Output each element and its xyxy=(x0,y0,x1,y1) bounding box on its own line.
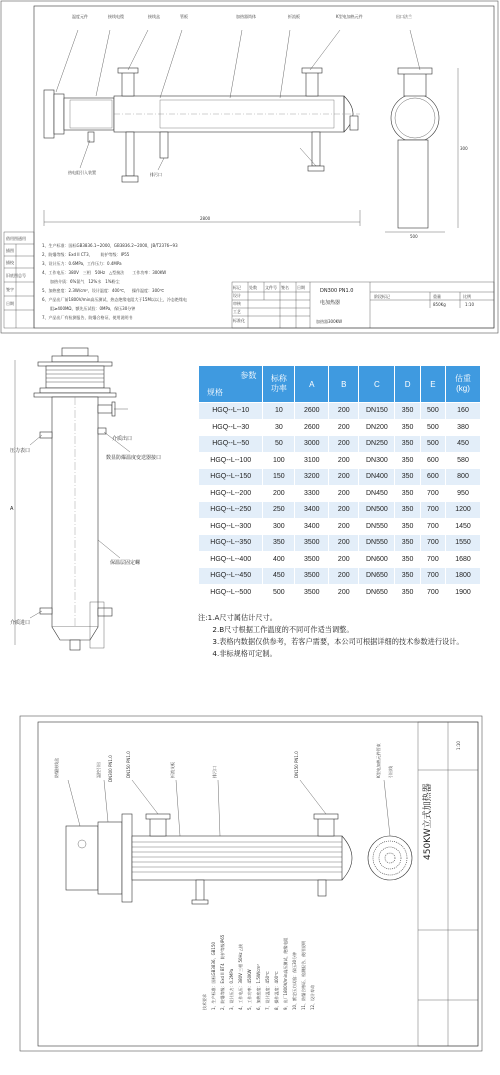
callout-label: 防爆接线盒 xyxy=(54,758,59,778)
table-cell: 350 xyxy=(395,518,420,535)
sheet3-title: 450KW立式加热器 xyxy=(423,783,433,860)
tech-note: 阻≥400MΩ，额先压试验：0MPa，保压30分钟 xyxy=(42,306,136,311)
callout-label: 排污口 xyxy=(150,172,162,177)
tech-note: 3、设计压力：0.6MPa，工作压力：0.4MPa xyxy=(42,261,122,266)
table-cell: 200 xyxy=(329,419,359,436)
tech-note: 5、工作功率：450KW xyxy=(247,969,252,1010)
table-cell: 1200 xyxy=(446,502,481,519)
label-outlet: 介质出口 xyxy=(112,436,133,442)
table-cell: 600 xyxy=(420,469,445,486)
table-cell: 10 xyxy=(263,403,295,420)
tech-note: 1、生产标准：国标GB3836、GB150 xyxy=(211,941,216,1010)
table-header-param: 参数 xyxy=(240,371,257,380)
title-row: 设计 xyxy=(233,293,241,298)
sheet2-vertical-heater xyxy=(0,340,196,680)
callout-label: K型电加热元件 xyxy=(336,14,363,19)
table-cell: 200 xyxy=(329,469,359,486)
dim-width: 500 xyxy=(410,234,418,239)
table-cell: 700 xyxy=(420,518,445,535)
title-scale: 1:10 xyxy=(465,302,474,307)
table-cell: 200 xyxy=(329,535,359,552)
table-cell: 500 xyxy=(263,584,295,601)
table-cell: DN650 xyxy=(359,568,395,585)
title-row: 工艺 xyxy=(233,309,241,314)
table-cell: 700 xyxy=(420,535,445,552)
table-cell: 30 xyxy=(263,419,295,436)
table-cell: 2600 xyxy=(295,419,329,436)
left-tab-text: 借用图通用 xyxy=(6,236,26,241)
dim-height: 300 xyxy=(460,146,468,151)
tech-note: 加热介质：6%氮气 12%水 1%粉尘 xyxy=(42,279,120,284)
table-cell: 950 xyxy=(446,485,481,502)
sheet3-end-view xyxy=(368,836,412,880)
table-cell-model: HGQ--L--10 xyxy=(199,403,263,420)
title-right-header: 比例 xyxy=(463,294,471,299)
left-tab-text: 描图 xyxy=(6,248,14,253)
table-cell: DN650 xyxy=(359,584,395,601)
tech-note: 1、生产标准：国标GB3836.1~2000，GB3836.2~2000，JB/T2376~93 xyxy=(42,243,178,248)
left-tab-text: 描校 xyxy=(6,260,14,265)
table-cell: DN200 xyxy=(359,419,395,436)
table-cell: 800 xyxy=(446,469,481,486)
tech-note: 6、加热密度：1.5W/cm² xyxy=(256,964,261,1010)
dim-length: 2800 xyxy=(200,216,211,221)
table-cell: 350 xyxy=(395,584,420,601)
table-row xyxy=(199,535,481,552)
tech-note: 4、工作电压：380V 三相 50Hz △型接法 工作功率：300KW xyxy=(42,270,167,275)
table-row xyxy=(199,403,481,420)
tech-note: 7、产品出厂有检测报告，防爆合格证，使用说明书 xyxy=(42,315,133,320)
table-cell: 100 xyxy=(263,452,295,469)
table-header-spec: 规格 xyxy=(207,388,223,397)
table-cell: 450 xyxy=(446,436,481,453)
table-cell: 500 xyxy=(420,436,445,453)
table-header-cell: C xyxy=(359,366,395,403)
title-drawing-name: 电加热器 xyxy=(320,300,341,306)
table-cell: 200 xyxy=(329,485,359,502)
left-tab-text: 旧底图总号 xyxy=(6,273,26,278)
callout-label: 排污口 xyxy=(212,766,217,778)
callout-label: 加热器筒体 xyxy=(236,14,256,19)
title-col: 文件号 xyxy=(265,285,277,290)
table-notes xyxy=(198,612,464,660)
tech-note: 2、防爆等级：Exd II CT3， 防护等级：IP55 xyxy=(42,252,130,257)
table-cell: DN300 xyxy=(359,452,395,469)
note-line: 注:1.A尺寸属估计尺寸。 xyxy=(198,613,277,622)
table-header-cell: B xyxy=(329,366,359,403)
title-col: 日期 xyxy=(297,285,305,290)
table-row xyxy=(199,568,481,585)
left-tab-text: 签字 xyxy=(6,287,14,292)
table-cell: 3500 xyxy=(295,568,329,585)
table-cell-model: HGQ--L--500 xyxy=(199,584,263,601)
tech-note: 7、设计温度：450℃ xyxy=(265,971,270,1010)
table-row xyxy=(199,551,481,568)
table-header-cell: A xyxy=(295,366,329,403)
sheet3-scale: 1:10 xyxy=(456,741,461,750)
tech-note: 10、额定压力试验：保压30分钟 xyxy=(292,951,297,1010)
table-cell: 500 xyxy=(420,403,445,420)
table-cell: 350 xyxy=(395,452,420,469)
table-header-cell: D xyxy=(395,366,420,403)
table-cell: 700 xyxy=(420,485,445,502)
table-cell: 200 xyxy=(329,403,359,420)
title-col: 标记 xyxy=(233,285,241,290)
table-row xyxy=(199,502,481,519)
title-col: 处数 xyxy=(249,285,257,290)
table-cell: DN400 xyxy=(359,469,395,486)
table-row xyxy=(199,584,481,601)
table-cell: DN600 xyxy=(359,551,395,568)
tech-note: 3、设计压力：0.2MPa xyxy=(229,968,234,1010)
table-cell: DN550 xyxy=(359,535,395,552)
dim-a-label: A xyxy=(10,506,14,512)
table-cell: 700 xyxy=(420,584,445,601)
table-cell: 350 xyxy=(395,419,420,436)
table-cell: 3400 xyxy=(295,502,329,519)
tech-note: 技术要求 xyxy=(202,994,207,1010)
sheet1-drawing xyxy=(0,0,500,335)
title-spec: DN300 PN1.0 xyxy=(320,288,354,294)
table-cell: 700 xyxy=(420,551,445,568)
table-cell: 700 xyxy=(420,502,445,519)
spec-table xyxy=(198,365,481,601)
table-cell: 160 xyxy=(446,403,481,420)
table-cell: 200 xyxy=(329,568,359,585)
table-cell: 1900 xyxy=(446,584,481,601)
table-header-row xyxy=(199,366,481,403)
table-cell: 2600 xyxy=(295,403,329,420)
callout-label: 温控引出 xyxy=(96,762,101,778)
table-cell: 350 xyxy=(395,485,420,502)
table-cell: 3100 xyxy=(295,452,329,469)
table-row xyxy=(199,469,481,486)
table-cell: 580 xyxy=(446,452,481,469)
table-cell: 200 xyxy=(329,584,359,601)
title-right-header: 阶段标记 xyxy=(374,294,390,299)
tech-note: 9、出厂1800V/min高压测试，绝缘电阻 xyxy=(283,937,288,1010)
callout-label: 接线盒 xyxy=(148,14,160,19)
callout-label: 折流板 xyxy=(288,14,300,19)
table-row xyxy=(199,485,481,502)
table-cell: 350 xyxy=(395,535,420,552)
table-cell: 350 xyxy=(395,403,420,420)
table-cell: 200 xyxy=(263,485,295,502)
callout-label: 出口法兰 xyxy=(396,14,412,19)
table-header-corner xyxy=(199,366,263,403)
sheet3-drawing xyxy=(0,710,500,1075)
callout-label: K型电加热元件管束 xyxy=(376,743,381,778)
table-cell: 300 xyxy=(263,518,295,535)
table-cell: 3400 xyxy=(295,518,329,535)
callout-label: 管板 xyxy=(180,14,188,19)
title-label-300: 加热器300KW xyxy=(316,319,343,324)
title-row: 审核 xyxy=(233,301,241,306)
table-cell: 3500 xyxy=(295,551,329,568)
table-cell: 1680 xyxy=(446,551,481,568)
table-cell: 3000 xyxy=(295,436,329,453)
table-cell: DN500 xyxy=(359,502,395,519)
table-cell: 600 xyxy=(420,452,445,469)
label-temp-probe: 数显防爆温度变送器接口 xyxy=(106,455,162,461)
title-right-header: 重量 xyxy=(433,294,441,299)
callout-label: DN150 PN1.0 xyxy=(126,751,131,778)
table-row xyxy=(199,436,481,453)
tech-note: 4、工作电压：380V 三相 50Hz △接 xyxy=(238,943,243,1010)
callout-label: DN150 PN1.0 xyxy=(294,751,299,778)
table-cell: 350 xyxy=(395,436,420,453)
table-cell: 350 xyxy=(263,535,295,552)
table-cell: 200 xyxy=(329,436,359,453)
table-cell: DN450 xyxy=(359,485,395,502)
table-row xyxy=(199,419,481,436)
tech-note: 6、产品出厂前1800V/min高压测试，热态绝缘电阻大于15M以以上，冷态绝缘电 xyxy=(42,297,187,302)
table-cell: 700 xyxy=(420,568,445,585)
label-pressure-gauge: 压力表口 xyxy=(10,448,31,454)
label-inlet: 介质进口 xyxy=(10,620,31,626)
table-header-cell: 标称 功率 xyxy=(263,366,295,403)
table-cell-model: HGQ--L--30 xyxy=(199,419,263,436)
table-cell: 200 xyxy=(329,502,359,519)
table-cell-model: HGQ--L--250 xyxy=(199,502,263,519)
table-header-cell: E xyxy=(420,366,445,403)
table-cell: 350 xyxy=(395,568,420,585)
tech-note: 2、防爆等级：Exd II BT4 防护等级IP65 xyxy=(220,934,225,1010)
table-cell: 1450 xyxy=(446,518,481,535)
table-row xyxy=(199,452,481,469)
table-cell: 3500 xyxy=(295,584,329,601)
table-cell: 3300 xyxy=(295,485,329,502)
table-cell: 380 xyxy=(446,419,481,436)
table-cell-model: HGQ--L--400 xyxy=(199,551,263,568)
table-cell: 350 xyxy=(395,469,420,486)
callout-label: 接线电缆 xyxy=(108,14,124,19)
table-cell: 200 xyxy=(329,518,359,535)
table-cell: 3500 xyxy=(295,535,329,552)
table-cell: 50 xyxy=(263,436,295,453)
table-cell: 500 xyxy=(420,419,445,436)
label-baffle: 保温层固定螺 xyxy=(110,560,141,566)
table-cell: DN250 xyxy=(359,436,395,453)
title-col: 签名 xyxy=(281,285,289,290)
table-cell: DN550 xyxy=(359,518,395,535)
tech-note: 8、操作温度：400℃ xyxy=(274,971,279,1010)
tech-note: 12、设计寿命 xyxy=(310,984,315,1010)
table-cell: 350 xyxy=(395,551,420,568)
table-cell-model: HGQ--L--50 xyxy=(199,436,263,453)
callout-label: 温度元件 xyxy=(72,14,88,19)
table-cell-model: HGQ--L--450 xyxy=(199,568,263,585)
table-cell: 200 xyxy=(329,551,359,568)
table-cell: DN150 xyxy=(359,403,395,420)
table-cell: 3200 xyxy=(295,469,329,486)
table-cell-model: HGQ--L--200 xyxy=(199,485,263,502)
title-row: 标准化 xyxy=(233,318,245,323)
left-tab-text: 日期 xyxy=(6,301,14,306)
table-cell-model: HGQ--L--300 xyxy=(199,518,263,535)
table-row xyxy=(199,518,481,535)
callout-label: 引出线 xyxy=(388,766,393,778)
note-line: 2.B尺寸根据工作温度的不同可作适当调整。 xyxy=(198,625,354,634)
table-cell: 1550 xyxy=(446,535,481,552)
tech-note: 5、加热密度：2.3W/cm²，设计温度：400℃， 操作温度：300℃ xyxy=(42,288,165,293)
table-cell: 450 xyxy=(263,568,295,585)
table-header-cell: 估重 (kg) xyxy=(446,366,481,403)
title-weight: 850Kg xyxy=(433,302,446,307)
table-cell-model: HGQ--L--350 xyxy=(199,535,263,552)
table-cell: 350 xyxy=(395,502,420,519)
table-cell-model: HGQ--L--150 xyxy=(199,469,263,486)
table-cell: 250 xyxy=(263,502,295,519)
callout-label: DN300 PN1.0 xyxy=(108,755,113,782)
table-cell: 1800 xyxy=(446,568,481,585)
callout-label: 热电阻引入装置 xyxy=(68,170,96,175)
table-cell: 150 xyxy=(263,469,295,486)
tech-note: 11、防爆合格证、检测报告、使用说明 xyxy=(301,940,306,1010)
note-line: 3.表格内数据仅供参考，若客户需要，本公司可根据详细的技术参数进行设计。 xyxy=(198,637,464,646)
table-cell-model: HGQ--L--100 xyxy=(199,452,263,469)
table-cell: 200 xyxy=(329,452,359,469)
callout-label: 折流支板 xyxy=(170,762,175,778)
table-cell: 400 xyxy=(263,551,295,568)
note-line: 4.非标规格可定制。 xyxy=(198,649,277,658)
